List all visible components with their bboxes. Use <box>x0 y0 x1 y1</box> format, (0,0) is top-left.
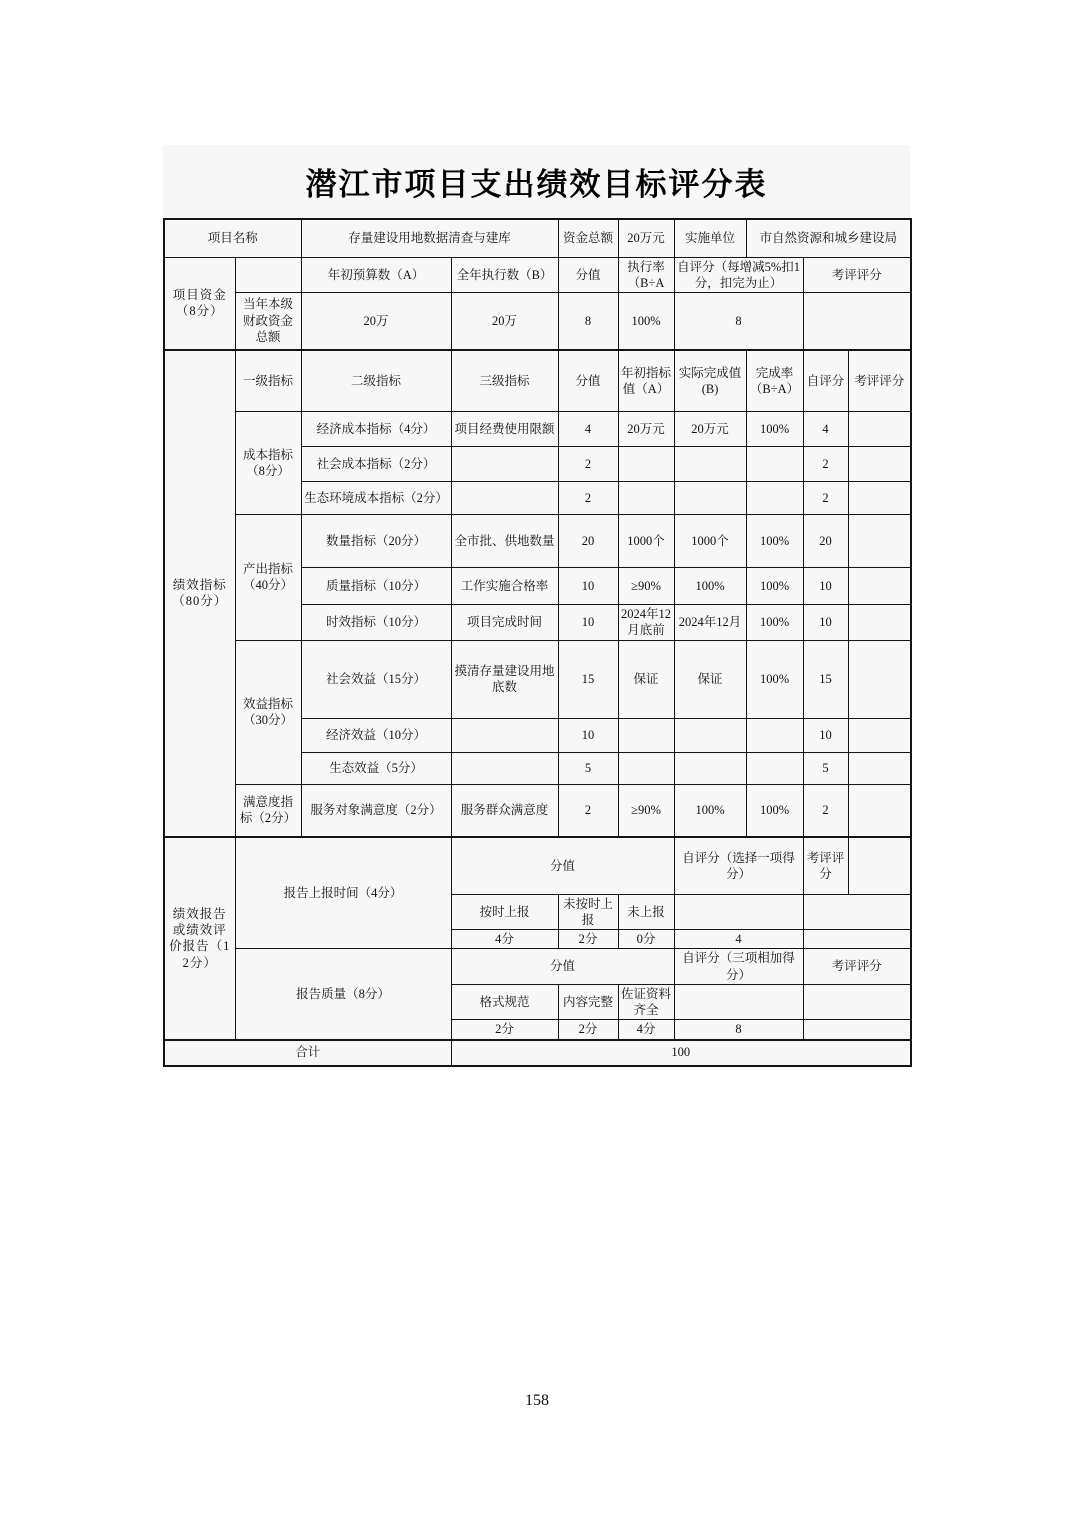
rate-header: 执行率（B÷A <box>618 257 674 293</box>
score-header: 分值 <box>558 350 618 412</box>
cell-review <box>848 718 911 752</box>
review-score-value <box>848 837 911 894</box>
total-label: 合计 <box>164 1040 451 1066</box>
cell-l2: 时效指标（10分） <box>301 605 451 641</box>
cell-l2: 社会成本指标（2分） <box>301 447 451 482</box>
level3-header: 三级指标 <box>451 350 558 412</box>
cell-l2: 经济效益（10分） <box>301 718 451 752</box>
self-score-header: 自评分 <box>803 350 848 412</box>
review-score-cell <box>803 1020 911 1040</box>
project-fund-group-label: 项目资金（8分） <box>164 257 235 350</box>
report-timing-label: 报告上报时间（4分） <box>235 837 451 949</box>
cell-score: 20 <box>558 515 618 568</box>
timing-option: 按时上报 <box>451 894 558 930</box>
level2-header: 二级指标 <box>301 350 451 412</box>
review-score-header: 考评评分 <box>803 257 911 293</box>
cell-target <box>618 718 674 752</box>
cell-rate: 100% <box>746 412 803 447</box>
self-score-header: 自评分（三项相加得分） <box>674 949 803 985</box>
cell-self: 15 <box>803 640 848 718</box>
score-value: 8 <box>558 293 618 350</box>
cell-review <box>848 482 911 515</box>
cell-l3: 项目完成时间 <box>451 605 558 641</box>
cell-self: 4 <box>803 412 848 447</box>
fund-total-label: 资金总额 <box>558 219 618 257</box>
cell-rate: 100% <box>746 568 803 605</box>
cell-actual: 100% <box>674 568 746 605</box>
cell-actual: 保证 <box>674 640 746 718</box>
quality-score: 4分 <box>618 1020 674 1040</box>
cell-actual <box>674 447 746 482</box>
cell-score: 10 <box>558 568 618 605</box>
page-title: 潜江市项目支出绩效目标评分表 <box>305 167 768 202</box>
cell-review <box>848 605 911 641</box>
cell-l2: 经济成本指标（4分） <box>301 412 451 447</box>
table-row <box>164 219 911 257</box>
cell-target: 保证 <box>618 640 674 718</box>
table-row <box>164 515 911 568</box>
report-group-label: 绩效报告或绩效评价报告（12分） <box>164 837 235 1040</box>
table-row <box>164 784 911 837</box>
table-row <box>164 412 911 447</box>
cell-actual: 2024年12月 <box>674 605 746 641</box>
cell-score: 10 <box>558 605 618 641</box>
cell-l3: 摸清存量建设用地底数 <box>451 640 558 718</box>
budget-value: 20万 <box>301 293 451 350</box>
output-group-label: 产出指标（40分） <box>235 515 301 641</box>
quality-score: 2分 <box>558 1020 618 1040</box>
cell-self: 2 <box>803 482 848 515</box>
cell-l3 <box>451 447 558 482</box>
cell-l2: 质量指标（10分） <box>301 568 451 605</box>
benefit-group-label: 效益指标（30分） <box>235 640 301 784</box>
self-score-value: 8 <box>674 293 803 350</box>
cell-l3 <box>451 752 558 784</box>
satisfaction-group-label: 满意度指标（2分） <box>235 784 301 837</box>
implement-unit-value: 市自然资源和城乡建设局 <box>746 219 911 257</box>
cell-l2: 数量指标（20分） <box>301 515 451 568</box>
document-page <box>163 145 910 1067</box>
cell-l3: 全市批、供地数量 <box>451 515 558 568</box>
table-row <box>164 837 911 894</box>
quality-score: 2分 <box>451 1020 558 1040</box>
quality-option: 佐证资料齐全 <box>618 984 674 1020</box>
cell-l2: 生态环境成本指标（2分） <box>301 482 451 515</box>
score-header: 分值 <box>451 949 674 985</box>
cell-rate: 100% <box>746 784 803 837</box>
review-score-header: 考评评分 <box>803 949 911 985</box>
rate-value: 100% <box>618 293 674 350</box>
quality-option: 内容完整 <box>558 984 618 1020</box>
cell-target: 1000个 <box>618 515 674 568</box>
timing-score: 0分 <box>618 930 674 949</box>
cost-group-label: 成本指标（8分） <box>235 412 301 515</box>
cell-actual: 1000个 <box>674 515 746 568</box>
cell-l3: 项目经费使用限额 <box>451 412 558 447</box>
budget-header: 年初预算数（A） <box>301 257 451 293</box>
cell-target <box>618 447 674 482</box>
report-quality-label: 报告质量（8分） <box>235 949 451 1040</box>
timing-score: 4分 <box>451 930 558 949</box>
cell-rate: 100% <box>746 640 803 718</box>
cell-rate: 100% <box>746 605 803 641</box>
cell-actual <box>674 482 746 515</box>
score-header: 分值 <box>451 837 674 894</box>
fund-row-label: 当年本级财政资金总额 <box>235 293 301 350</box>
completion-header: 完成率（B÷A） <box>746 350 803 412</box>
review-score-header: 考评评分 <box>803 837 848 894</box>
cell-self: 20 <box>803 515 848 568</box>
total-value: 100 <box>451 1040 911 1066</box>
cell-self: 5 <box>803 752 848 784</box>
timing-score: 2分 <box>558 930 618 949</box>
cell-review <box>848 784 911 837</box>
cell-target: 20万元 <box>618 412 674 447</box>
cell-l2: 社会效益（15分） <box>301 640 451 718</box>
cell-target: ≥90% <box>618 784 674 837</box>
cell-score: 10 <box>558 718 618 752</box>
cell-rate: 100% <box>746 515 803 568</box>
cell-l3 <box>451 718 558 752</box>
table-row <box>164 1040 911 1066</box>
project-name-label: 项目名称 <box>164 219 301 257</box>
cell-actual: 20万元 <box>674 412 746 447</box>
self-score-header: 自评分（每增减5%扣1分，扣完为止） <box>674 257 803 293</box>
cell-target: 2024年12月底前 <box>618 605 674 641</box>
cell-rate <box>746 482 803 515</box>
cell-score: 15 <box>558 640 618 718</box>
cell-score: 4 <box>558 412 618 447</box>
target-header: 年初指标值（A） <box>618 350 674 412</box>
cell-review <box>848 447 911 482</box>
cell-actual <box>674 718 746 752</box>
score-header: 分值 <box>558 257 618 293</box>
quality-option: 格式规范 <box>451 984 558 1020</box>
table-row <box>164 293 911 350</box>
cell-score: 2 <box>558 447 618 482</box>
project-name-value: 存量建设用地数据清查与建库 <box>301 219 558 257</box>
cell-target <box>618 752 674 784</box>
review-score-cell <box>803 984 911 1020</box>
implement-unit-label: 实施单位 <box>674 219 746 257</box>
table-row <box>164 257 911 293</box>
cell-target <box>618 482 674 515</box>
review-score-cell <box>803 930 911 949</box>
level1-header: 一级指标 <box>235 350 301 412</box>
timing-option: 未按时上报 <box>558 894 618 930</box>
cell-review <box>848 568 911 605</box>
cell-score: 5 <box>558 752 618 784</box>
cell-actual: 100% <box>674 784 746 837</box>
cell-l2: 服务对象满意度（2分） <box>301 784 451 837</box>
timing-self-value: 4 <box>674 930 803 949</box>
actual-header: 实际完成值(B) <box>674 350 746 412</box>
cell-l3: 服务群众满意度 <box>451 784 558 837</box>
table-row <box>164 640 911 718</box>
self-score-cell <box>674 984 803 1020</box>
cell-score: 2 <box>558 482 618 515</box>
cell-self: 10 <box>803 718 848 752</box>
cell-self: 2 <box>803 784 848 837</box>
executed-value: 20万 <box>451 293 558 350</box>
score-table <box>163 218 912 1067</box>
self-score-header: 自评分（选择一项得分） <box>674 837 803 894</box>
cell-score: 2 <box>558 784 618 837</box>
review-score-value <box>803 293 911 350</box>
cell-self: 2 <box>803 447 848 482</box>
review-score-cell <box>803 894 911 930</box>
review-score-header: 考评评分 <box>848 350 911 412</box>
cell-rate <box>746 447 803 482</box>
timing-option: 未上报 <box>618 894 674 930</box>
cell-review <box>848 640 911 718</box>
performance-group-label: 绩效指标（80分） <box>164 350 235 838</box>
executed-header: 全年执行数（B） <box>451 257 558 293</box>
cell-l3: 工作实施合格率 <box>451 568 558 605</box>
cell-rate <box>746 752 803 784</box>
fund-total-value: 20万元 <box>618 219 674 257</box>
page-number: 158 <box>525 1392 549 1409</box>
cell-target: ≥90% <box>618 568 674 605</box>
cell-review <box>848 515 911 568</box>
cell-l3 <box>451 482 558 515</box>
cell-l2: 生态效益（5分） <box>301 752 451 784</box>
quality-self-value: 8 <box>674 1020 803 1040</box>
cell-review <box>848 752 911 784</box>
empty-cell <box>235 257 301 293</box>
table-row <box>164 350 911 412</box>
table-row <box>164 949 911 985</box>
cell-self: 10 <box>803 605 848 641</box>
cell-actual <box>674 752 746 784</box>
self-score-cell <box>674 894 803 930</box>
cell-self: 10 <box>803 568 848 605</box>
cell-review <box>848 412 911 447</box>
cell-rate <box>746 718 803 752</box>
